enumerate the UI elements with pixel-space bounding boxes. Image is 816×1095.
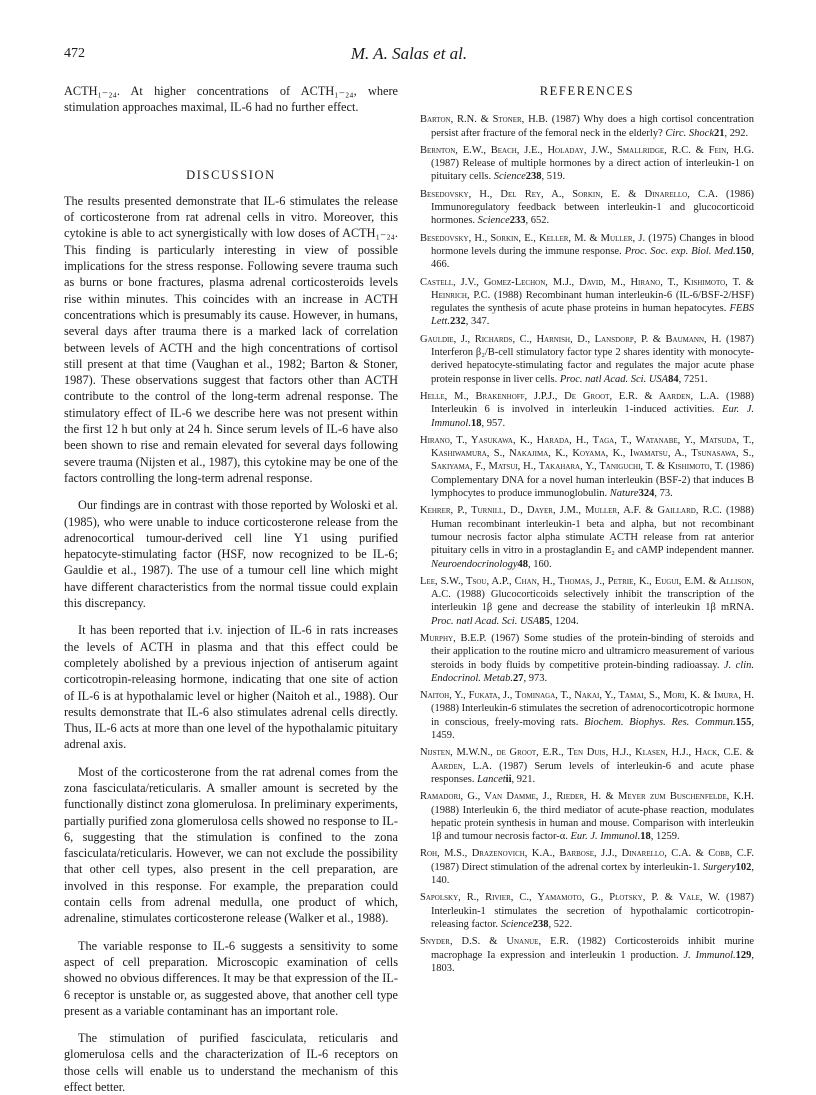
reference-authors: Besedovsky, H., Sorkin, E., Keller, M. & Muller, J. <box>420 232 646 244</box>
reference-item <box>420 575 754 628</box>
references-heading: REFERENCES <box>539 84 635 98</box>
discussion-body <box>64 193 398 1095</box>
reference-item <box>420 847 754 887</box>
reference-authors: Barton, R.N. & Stoner, H.B. <box>420 114 548 126</box>
reference-item <box>420 188 754 228</box>
discussion-paragraph: The stimulation of purified fasciculata, reticularis and glomerulosa cells and the characterization of IL-6 receptors on those cells will enable us to understand the mechanism of this effect better. <box>64 1031 398 1095</box>
reference-title: (1982) Corticosteroids inhibit murine macrophage Ia expression and interleukin 1 production. <box>431 936 754 961</box>
reference-item <box>420 390 754 430</box>
reference-journal: Neuroendocrinology <box>431 558 518 570</box>
reference-journal: Nature <box>609 488 639 500</box>
reference-journal: Proc. Soc. exp. Biol. Med. <box>624 245 736 257</box>
reference-volume: 27 <box>512 672 524 684</box>
reference-authors: Snyder, D.S. & Unanue, E.R. <box>420 936 569 948</box>
reference-title: (1987) Direct stimulation of the adrenal cortex by interleukin-1. <box>431 861 703 873</box>
reference-pages: , 519. <box>541 171 566 183</box>
reference-title: (1967) Some studies of the protein-binding of steroids and their application to the routine micro and ultramicro measurement of various steroids in body fluids by competitive protein-binding radioassay. <box>431 632 754 671</box>
reference-journal: Science <box>493 171 526 183</box>
page-number: 472 <box>64 46 85 61</box>
reference-pages: , 957. <box>481 417 506 429</box>
reference-item <box>420 333 754 386</box>
reference-volume: 18 <box>470 417 482 429</box>
left-column <box>64 83 398 1095</box>
reference-pages: , 347. <box>465 316 490 328</box>
reference-item <box>420 144 754 184</box>
reference-journal: FEBS Lett. <box>431 303 754 328</box>
reference-journal: Proc. natl Acad. Sci. USA <box>431 615 540 627</box>
reference-pages: , 7251. <box>678 373 708 385</box>
reference-journal: Circ. Shock <box>665 127 714 139</box>
reference-volume: 48 <box>517 558 529 570</box>
reference-title: (1987) Release of multiple hormones by a direct action of interleukin-1 on pituitary cells. <box>431 158 754 183</box>
reference-volume: 21 <box>714 127 725 139</box>
reference-volume: ii <box>505 773 512 785</box>
reference-title: (1987) Serum levels of interleukin-6 and acute phase responses. <box>431 760 754 785</box>
discussion-paragraph: It has been reported that i.v. injection of IL-6 in rats increases the levels of ACTH in plasma and that this effect could be completely abolished by a previous injection of antiserum againt corticotropin-releasing hormone, indicating that one site of action of IL-6 is at hypothalamic level or higher (Naitoh et al., 1988). Our results demonstrate that IL-6 also stimulates adrenal cells directly. Thus, IL-6 acts at more than one level of the hypothalamic pituitary adrenal axis. <box>64 623 398 752</box>
reference-authors: Sapolsky, R., Rivier, C., Yamamoto, G., Plotsky, P. & Vale, W. <box>420 892 720 904</box>
reference-volume: 18 <box>640 831 651 843</box>
reference-volume: 324 <box>638 488 655 500</box>
reference-pages: , 522. <box>548 918 573 930</box>
reference-title: (1986) Complementary DNA for a novel human interleukin (BSF-2) that induces B lymphocytes to produce immunoglobulin. <box>431 461 754 500</box>
reference-pages: , 1459. <box>431 716 754 742</box>
reference-pages: , 160. <box>528 558 552 570</box>
page-header <box>64 46 754 68</box>
discussion-heading: DISCUSSION <box>186 167 276 182</box>
reference-journal: J. Immunol. <box>683 949 736 961</box>
reference-journal: Lancet <box>477 773 506 785</box>
discussion-paragraph: Our findings are in contrast with those reported by Woloski et al. (1985), who were unable to induce corticosterone release from the adrenocortical tumour-derived cell line Y1 using purified hepatocyte-stimulating factor (HSF, now recognized to be IL-6; Gauldie et al., 1987). The use of a tumour cell line which might have different characteristics from the normal tissue could explain this discrepancy. <box>64 498 398 611</box>
reference-pages: , 1803. <box>431 949 754 974</box>
reference-volume: 84 <box>668 373 679 385</box>
right-column <box>420 83 754 979</box>
reference-journal: Surgery <box>702 861 736 873</box>
discussion-paragraph: The results presented demonstrate that IL-6 stimulates the release of corticosterone from rat adrenal cells in vitro. Moreover, this cytokine is able to act synergistically with low doses of ACTH₁₋₂₄. This finding is particularly interesting in view of possible implications for the stress response. Following severe trauma such as burns or bone fractures, plasma adrenal corticosteroids levels rise within minutes. This coincides with an increase in ACTH concentrations which is presumably its cause. However, in humans, several days after trauma there is a marked lack of correlation between levels of ACTH and the high concentrations of cortisol still present at that time (Vaughan et al., 1982; Barton & Stoner, 1987). These observations suggest that factors other than ACTH contribute to the control of the long-term adrenal response. The stimulatory effect of IL-6 we describe here was not present within the first 12 h but only at 24 h. Since serum levels of IL-6 have also been shown to rise and remain elevated for several days following severe trauma (Nijsten et al., 1987), this cytokine may be one of the factors controlling the long-term adrenal response. <box>64 193 398 485</box>
reference-item <box>420 689 754 742</box>
reference-title: (1987) Why does a high cortisol concentration persist after fracture of the femoral neck in the elderly? <box>431 114 754 139</box>
reference-item <box>420 891 754 931</box>
reference-authors: Ramadori, G., Van Damme, J., Rieder, H. & Meyer zum Buschenfelde, K.H. <box>420 791 754 803</box>
reference-item <box>420 434 754 500</box>
reference-authors: Lee, S.W., Tsou, A.P., Chan, H., Thomas, J., Petrie, K., Eugui, E.M. & Allison, A.C. <box>420 575 754 601</box>
reference-pages: , 73. <box>654 488 673 500</box>
reference-title: (1988) Recombinant human interleukin-6 (IL-6/BSF-2/HSF) regulates the synthesis of acute phase proteins in human hepatocytes. <box>431 289 754 315</box>
reference-authors: Roh, M.S., Drazenovich, K.A., Barbose, J.J., Dinarello, C.A. & Cobb, C.F. <box>420 848 754 860</box>
discussion-paragraph: The variable response to IL-6 suggests a sensitivity to some aspect of cell preparation. Microscopic examination of cells showed no obvious differences. It may be that expression of the IL-6 receptor is unstable or, as suggested above, that another cell type present as a variable contaminant has an important role. <box>64 938 398 1018</box>
reference-title: (1988) Interleukin-6 stimulates the secretion of adrenocorticotropic hormone in conscious, freely-moving rats. <box>431 703 754 728</box>
reference-journal: Eur. J. Immunol. <box>431 404 755 429</box>
reference-authors: Gauldie, J., Richards, C., Harnish, D., Lansdorp, P. & Baumann, H. <box>420 333 722 345</box>
reference-pages: , 652. <box>525 215 550 227</box>
reference-pages: , 1204. <box>549 615 579 627</box>
reference-authors: Hirano, T., Yasukawa, K., Harada, H., Taga, T., Watanabe, Y., Matsuda, T., Kashiwamura, S., Nakajima, K., Koyama, K., Iwamatsu, A., Tsunasawa, S., Sakiyama, F., Matsui, H., Takahara, Y., Taniguchi, T. & Kishimoto, T. <box>420 434 754 473</box>
reference-pages: , 140. <box>431 861 754 887</box>
reference-volume: 155 <box>735 716 752 728</box>
reference-item <box>420 504 754 570</box>
reference-title: (1988) Interleukin 6 is involved in interleukin 1-induced activities. <box>431 390 754 416</box>
intro-paragraph: ACTH₁₋₂₄. At higher concentrations of ACTH₁₋₂₄, where stimulation approaches maximal, IL-6 had no further effect. <box>64 84 398 115</box>
reference-authors: Kehrer, P., Turnill, D., Dayer, J.M., Muller, A.F. & Gaillard, R.C. <box>420 505 722 517</box>
reference-item <box>420 746 754 786</box>
reference-pages: , 1259. <box>650 831 680 843</box>
reference-title: (1987) Interferon β₂/B-cell stimulatory factor type 2 shares identity with monocyte-derived hepatocyte-stimulating factor and regulates the major acute phase protein response in liver cells. <box>431 333 754 385</box>
reference-journal: Science <box>500 918 533 930</box>
reference-pages: , 466. <box>431 245 754 271</box>
reference-volume: 102 <box>735 861 752 873</box>
reference-title: (1987) Interleukin-1 stimulates the secretion of hypothalamic corticotropin-releasing factor. <box>431 892 754 930</box>
reference-title: (1988) Interleukin 6, the third mediator of acute-phase reaction, modulates hepatic protein synthesis in human and mouse. Comparison with interleukin 1β and tumour necrosis factor-α. <box>431 804 754 843</box>
reference-authors: Besedovsky, H., Del Rey, A., Sorkin, E. & Dinarello, C.A. <box>420 188 718 200</box>
reference-item <box>420 113 754 140</box>
reference-title: (1975) Changes in blood hormone levels during the immune response. <box>431 232 754 257</box>
reference-item <box>420 935 754 975</box>
reference-volume: 238 <box>532 918 549 930</box>
reference-title: (1986) Immunoregulatory feedback between interleukin-1 and glucocorticoid hormones. <box>431 188 755 227</box>
reference-item <box>420 632 754 685</box>
reference-volume: 85 <box>539 615 550 627</box>
reference-authors: Castell, J.V., Gomez-Lechon, M.J., David, M., Hirano, T., Kishimoto, T. & Heinrich, P.C. <box>420 276 754 301</box>
reference-pages: , 973. <box>523 672 548 684</box>
reference-volume: 238 <box>525 171 542 183</box>
reference-authors: Bernton, E.W., Beach, J.E., Holaday, J.W., Smallridge, R.C. & Fein, H.G. <box>420 144 754 156</box>
reference-item <box>420 790 754 843</box>
reference-journal: Biochem. Biophys. Res. Commun. <box>584 716 736 728</box>
reference-authors: Helle, M., Brakenhoff, J.P.J., De Groot, E.R. & Aarden, L.A. <box>420 390 720 402</box>
reference-volume: 150 <box>735 245 752 257</box>
discussion-paragraph: Most of the corticosterone from the rat adrenal comes from the zona fasciculata/reticularis. A smaller amount is secreted by the functionally distinct zona glomerulosa. In preliminary experiments, partially purified zona glomerulosa cells showed no response to IL-6, suggesting that the stimulation is confined to the zona fasciculata/reticularis. However, we can not exclude the possibility that other cell types, also present in the cell preparation, are involved in this response. For example, the preparation could contain cells from adrenal medulla, one product of which, adrenaline, stimulates corticosterone release (Walker et al., 1988). <box>64 764 398 926</box>
reference-journal: J. clin. Endocrinol. Metab. <box>431 659 754 684</box>
reference-pages: , 292. <box>724 127 749 139</box>
reference-list <box>420 113 754 975</box>
reference-journal: Proc. natl Acad. Sci. USA <box>559 373 669 385</box>
reference-title: (1988) Human recombinant interleukin-1 beta and alpha, but not recombinant tumour necrosis factor alpha stimulate ACTH release from rat anterior pituitary cells in vitro in a prostaglandin E₂ and cAMP independent manner. <box>431 505 754 557</box>
reference-authors: Nijsten, M.W.N., de Groot, E.R., Ten Duis, H.J., Klasen, H.J., Hack, C.E. & Aarden, L.A. <box>420 747 754 772</box>
reference-volume: 233 <box>509 215 526 227</box>
reference-journal: Eur. J. Immunol. <box>570 831 641 843</box>
reference-pages: , 921. <box>511 773 536 785</box>
reference-authors: Naitoh, Y., Fukata, J., Tominaga, T., Nakai, Y., Tamai, S., Mori, K. & Imura, H. <box>420 690 754 702</box>
reference-item <box>420 276 754 329</box>
running-head: M. A. Salas et al. <box>350 44 468 63</box>
reference-volume: 232 <box>449 316 466 328</box>
reference-volume: 129 <box>735 949 752 961</box>
reference-authors: Murphy, B.E.P. <box>420 632 487 644</box>
reference-journal: Science <box>477 215 510 227</box>
reference-item <box>420 232 754 272</box>
reference-title: (1988) Glucocorticoids selectively inhibit the transcription of the interleukin 1β gene and decrease the stability of interleukin 1β mRNA. <box>431 589 754 614</box>
